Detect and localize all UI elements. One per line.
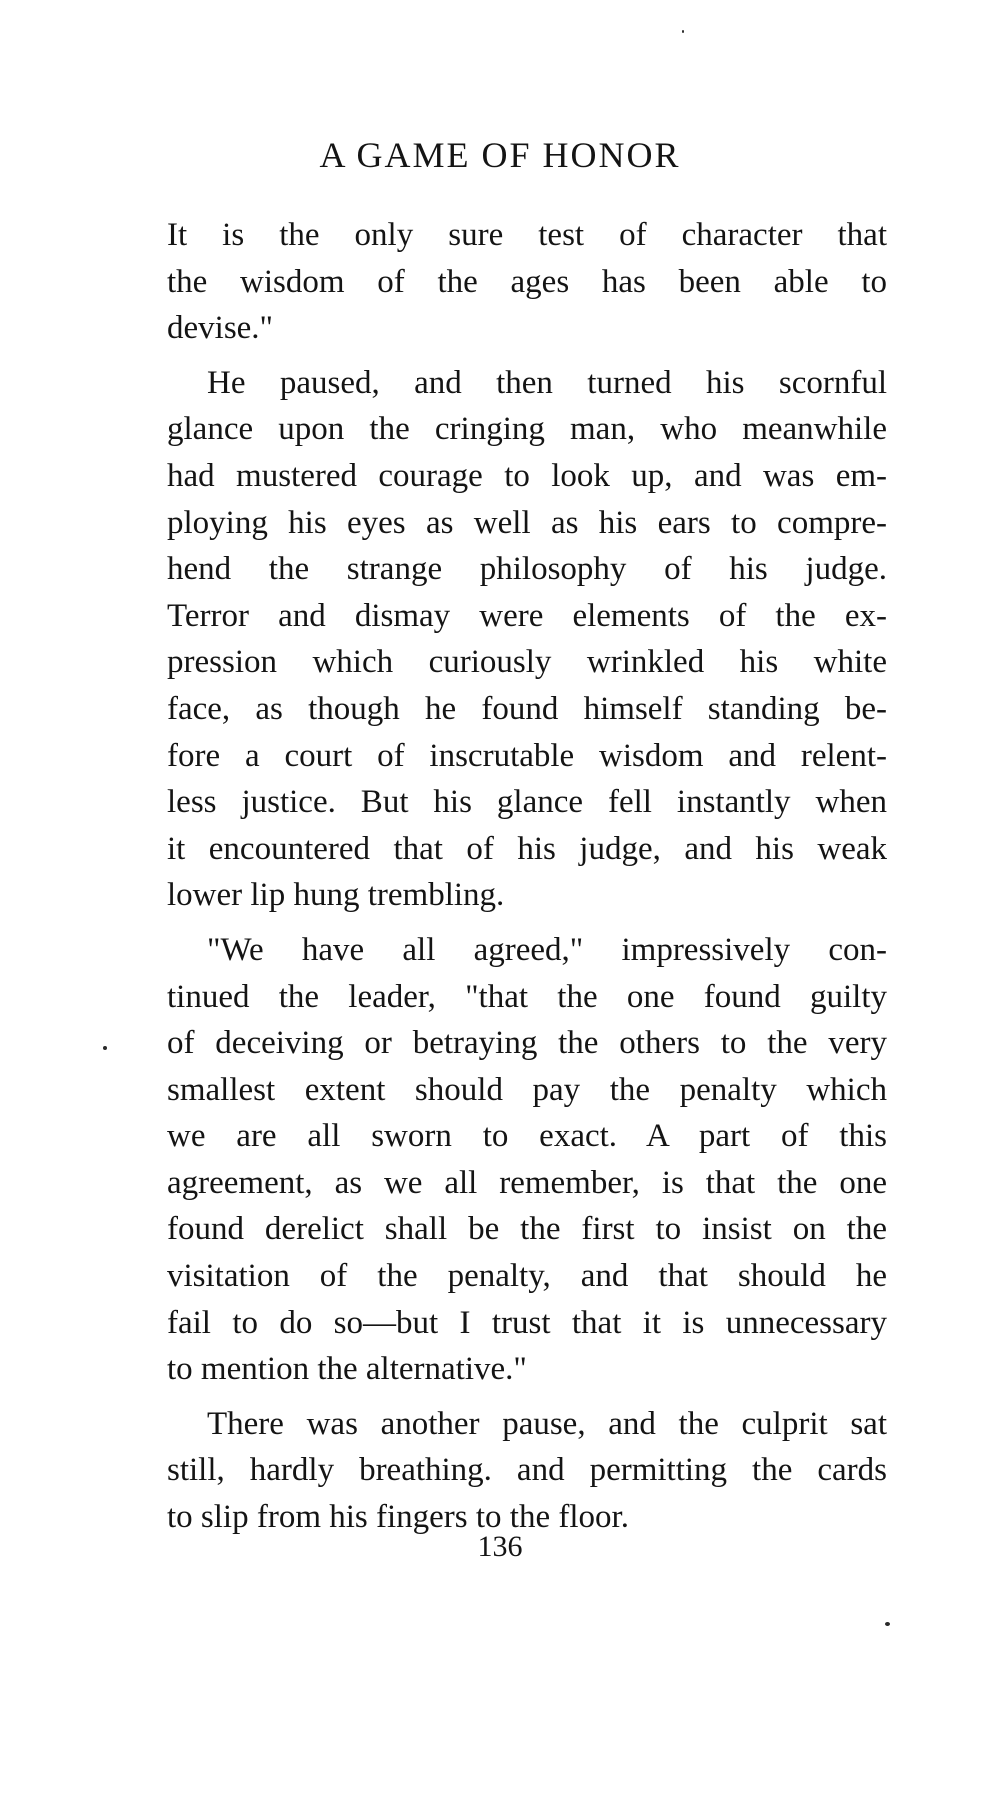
text-line: less justice. But his glance fell instantly when <box>167 784 887 821</box>
print-speck <box>885 1622 890 1626</box>
paragraph-4 <box>167 1401 887 1541</box>
text-line: of deceiving or betraying the others to the very <box>167 1025 887 1062</box>
page-number: 136 <box>477 1530 523 1563</box>
text-line: to slip from his fingers to the floor. <box>167 1499 629 1536</box>
body-text <box>167 212 887 1541</box>
text-line: face, as though he found himself standing be- <box>167 690 887 727</box>
text-line: fore a court of inscrutable wisdom and relent- <box>167 737 887 774</box>
text-line: "We have all agreed," impressively con- <box>207 931 887 968</box>
text-line: He paused, and then turned his scornful <box>207 364 887 401</box>
text-line: There was another pause, and the culprit sat <box>207 1405 887 1442</box>
text-line: found derelict shall be the first to insist on the <box>167 1211 887 1248</box>
text-line: we are all sworn to exact. A part of this <box>167 1118 887 1155</box>
text-line: It is the only sure test of character that <box>167 217 887 253</box>
text-line: agreement, as we all remember, is that the one <box>167 1164 887 1201</box>
text-line: still, hardly breathing. and permitting the cards <box>167 1452 887 1489</box>
text-line: glance upon the cringing man, who meanwhile <box>167 411 887 448</box>
text-line: tinued the leader, "that the one found guilty <box>167 978 887 1015</box>
paragraph-2 <box>167 360 887 919</box>
running-head: A GAME OF HONOR <box>319 135 681 175</box>
text-line: to mention the alternative." <box>167 1351 527 1388</box>
print-speck <box>682 30 684 33</box>
paragraph-3 <box>167 927 887 1393</box>
print-speck <box>103 1046 107 1050</box>
paragraph-1 <box>167 212 887 352</box>
text-line: pression which curiously wrinkled his white <box>167 644 887 681</box>
text-line: visitation of the penalty, and that should he <box>167 1258 887 1295</box>
text-line: fail to do so—but I trust that it is unnecessary <box>167 1304 887 1341</box>
text-line: Terror and dismay were elements of the ex- <box>167 597 887 634</box>
text-line: it encountered that of his judge, and his weak <box>167 830 887 867</box>
text-line: had mustered courage to look up, and was em- <box>167 457 887 494</box>
text-line: devise." <box>167 310 274 347</box>
text-line: hend the strange philosophy of his judge. <box>167 551 887 588</box>
text-line: smallest extent should pay the penalty which <box>167 1071 887 1108</box>
text-line: the wisdom of the ages has been able to <box>167 263 887 300</box>
text-line: lower lip hung trembling. <box>167 877 505 914</box>
text-line: ploying his eyes as well as his ears to compre- <box>167 504 887 541</box>
